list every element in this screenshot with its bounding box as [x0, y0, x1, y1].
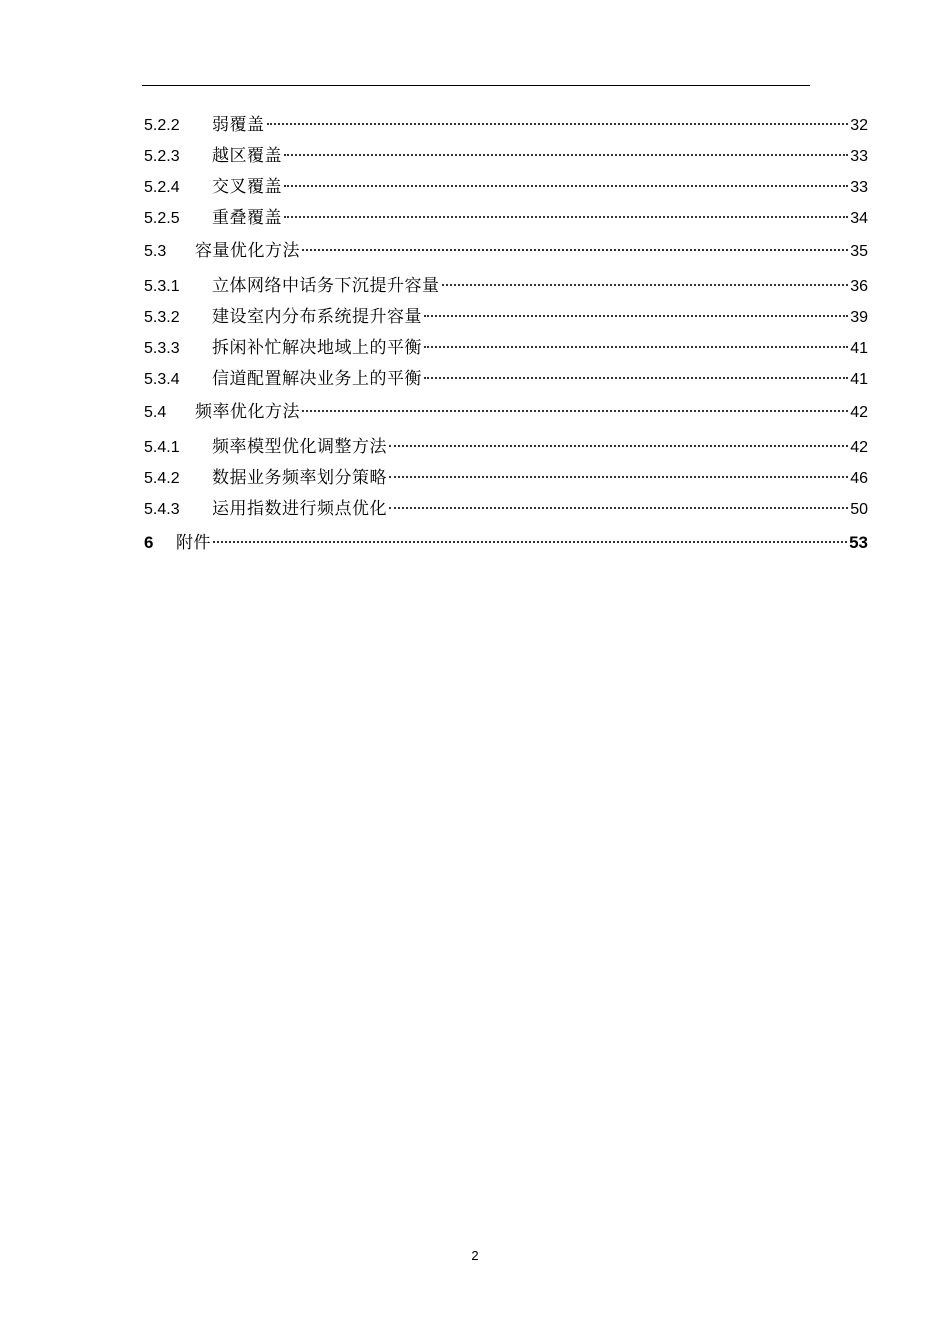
toc-entry-number: 5.2.3	[144, 148, 180, 165]
toc-entry-page: 32	[850, 117, 868, 134]
toc-dot-leader	[302, 410, 848, 412]
table-of-contents	[144, 110, 868, 559]
toc-dot-leader	[302, 249, 848, 251]
toc-entry[interactable]	[144, 463, 868, 494]
toc-entry[interactable]	[144, 235, 868, 267]
toc-entry[interactable]	[144, 432, 868, 463]
toc-entry-title: 越区覆盖	[212, 146, 282, 166]
toc-entry-title: 附件	[176, 533, 211, 553]
page-number: 2	[471, 1248, 479, 1263]
toc-entry-page: 34	[850, 210, 868, 227]
toc-entry-number: 5.2.2	[144, 117, 180, 134]
toc-entry[interactable]	[144, 396, 868, 428]
toc-entry-number: 5.3.1	[144, 278, 180, 295]
toc-entry[interactable]	[144, 271, 868, 302]
toc-entry-page: 36	[850, 278, 868, 295]
toc-dot-leader	[284, 154, 848, 156]
toc-entry[interactable]	[144, 494, 868, 525]
toc-entry[interactable]	[144, 110, 868, 141]
toc-entry-page: 41	[850, 371, 868, 388]
toc-entry-title: 运用指数进行频点优化	[212, 499, 387, 519]
toc-entry-title: 重叠覆盖	[212, 208, 282, 228]
toc-dot-leader	[284, 185, 848, 187]
toc-dot-leader	[389, 476, 848, 478]
toc-entry[interactable]	[144, 364, 868, 395]
toc-entry-title: 频率模型优化调整方法	[212, 437, 387, 457]
toc-entry-page: 35	[850, 243, 868, 260]
toc-dot-leader	[424, 346, 848, 348]
toc-entry-title: 弱覆盖	[212, 115, 265, 135]
toc-dot-leader	[389, 507, 848, 509]
toc-entry-page: 46	[850, 470, 868, 487]
toc-entry-page: 42	[850, 439, 868, 456]
toc-entry-number: 5.3.4	[144, 371, 180, 388]
header-rule	[142, 85, 810, 86]
toc-entry-page: 53	[849, 533, 868, 552]
toc-entry[interactable]	[144, 172, 868, 203]
toc-entry[interactable]	[144, 333, 868, 364]
toc-entry-title: 拆闲补忙解决地域上的平衡	[212, 338, 422, 358]
toc-entry-number: 5.3.3	[144, 340, 180, 357]
toc-entry[interactable]	[144, 302, 868, 333]
toc-entry[interactable]	[144, 141, 868, 172]
toc-entry-page: 33	[850, 148, 868, 165]
toc-entry-page: 33	[850, 179, 868, 196]
toc-entry[interactable]	[144, 203, 868, 234]
toc-entry-title: 数据业务频率划分策略	[212, 468, 387, 488]
toc-entry-page: 42	[850, 404, 868, 421]
toc-entry-number: 5.2.4	[144, 179, 180, 196]
toc-entry-title: 信道配置解决业务上的平衡	[212, 369, 422, 389]
toc-entry-number: 6	[144, 533, 154, 552]
toc-entry-page: 41	[850, 340, 868, 357]
toc-entry-number: 5.4.1	[144, 439, 180, 456]
toc-entry-page: 50	[850, 501, 868, 518]
toc-entry-page: 39	[850, 309, 868, 326]
toc-entry-number: 5.2.5	[144, 210, 180, 227]
toc-dot-leader	[424, 377, 848, 379]
toc-entry-title: 容量优化方法	[195, 241, 300, 261]
toc-entry-number: 5.4.2	[144, 470, 180, 487]
toc-entry-title: 频率优化方法	[195, 402, 300, 422]
toc-dot-leader	[442, 284, 849, 286]
toc-dot-leader	[424, 315, 848, 317]
toc-dot-leader	[213, 541, 847, 543]
toc-entry-title: 交叉覆盖	[212, 177, 282, 197]
toc-entry-number: 5.4	[144, 404, 167, 421]
toc-entry-number: 5.3.2	[144, 309, 180, 326]
toc-dot-leader	[389, 445, 848, 447]
toc-dot-leader	[267, 123, 849, 125]
toc-entry-number: 5.3	[144, 243, 167, 260]
toc-entry[interactable]	[144, 526, 868, 559]
toc-entry-number: 5.4.3	[144, 501, 180, 518]
toc-entry-title: 立体网络中话务下沉提升容量	[212, 276, 440, 296]
toc-dot-leader	[284, 216, 848, 218]
toc-entry-title: 建设室内分布系统提升容量	[212, 307, 422, 327]
